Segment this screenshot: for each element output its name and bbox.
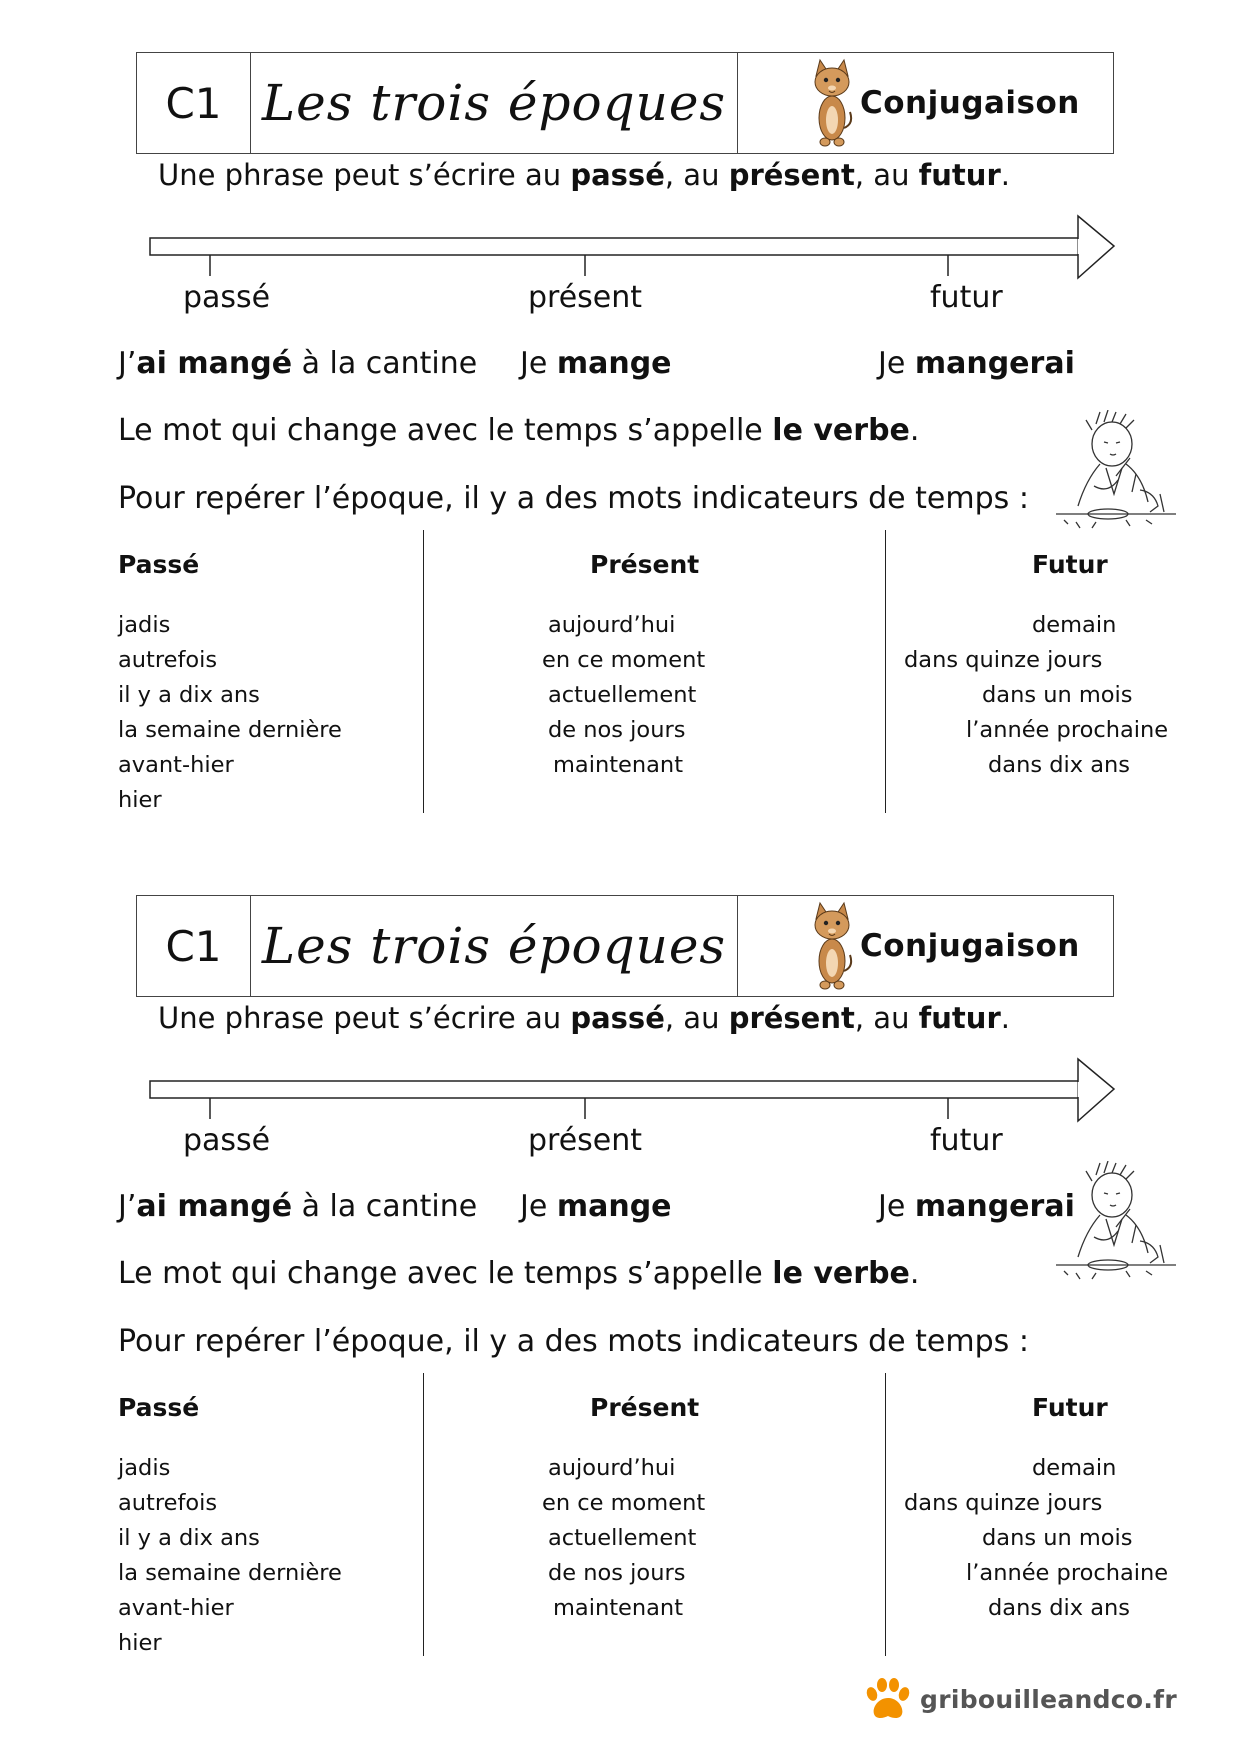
example-present (520, 1189, 672, 1224)
timeline-label-future: futur (930, 280, 1003, 315)
lesson-title: Les trois époques (251, 53, 738, 153)
subject-label: Conjugaison (860, 928, 1080, 964)
example-past (118, 1189, 477, 1224)
example-verb: mangerai (914, 1189, 1075, 1224)
intro-sep: , au (664, 158, 729, 192)
column-title-future: Futur (1032, 550, 1108, 579)
timeline-arrow (148, 1053, 1118, 1133)
list-item: de nos jours (548, 717, 686, 743)
list-item: de nos jours (548, 1560, 686, 1586)
boy-eating-icon (1056, 1161, 1176, 1283)
list-item: aujourd’hui (548, 612, 676, 638)
column-title-present: Présent (590, 1393, 700, 1422)
timeline-label-past: passé (183, 1123, 271, 1158)
list-item: aujourd’hui (548, 1455, 676, 1481)
intro-sep: , au (664, 1001, 729, 1035)
list-item: la semaine dernière (118, 1560, 342, 1586)
lesson-subject (738, 896, 1113, 996)
example-future (878, 1189, 1075, 1224)
timeline-label-past: passé (183, 280, 271, 315)
list-item: il y a dix ans (118, 1525, 260, 1551)
intro-future: futur (918, 158, 1001, 192)
example-prefix: Je (520, 346, 557, 381)
list-item: actuellement (548, 682, 697, 708)
example-prefix: Je (520, 1189, 557, 1224)
subject-label: Conjugaison (860, 85, 1080, 121)
verb-definition-text: Le mot qui change avec le temps s’appelle (118, 1256, 773, 1291)
list-item: en ce moment (542, 1490, 706, 1516)
verb-definition-bold: le verbe (772, 1256, 910, 1291)
verb-definition (118, 1256, 919, 1291)
example-suffix: à la cantine (292, 346, 478, 381)
lesson-header (136, 895, 1114, 997)
intro-part: Une phrase peut s’écrire au (158, 1001, 571, 1035)
list-item: actuellement (548, 1525, 697, 1551)
column-divider (885, 1373, 886, 1656)
lesson-code: C1 (137, 896, 251, 996)
list-item: autrefois (118, 1490, 218, 1516)
lesson-header (136, 52, 1114, 154)
intro-end: . (1000, 158, 1010, 192)
intro-sep: , au (854, 158, 919, 192)
list-item: dans dix ans (988, 1595, 1130, 1621)
list-item: maintenant (553, 1595, 684, 1621)
intro-part: Une phrase peut s’écrire au (158, 158, 571, 192)
column-divider (885, 530, 886, 813)
intro-future: futur (918, 1001, 1001, 1035)
cat-mascot-icon (810, 901, 854, 991)
example-present (520, 346, 672, 381)
list-item: la semaine dernière (118, 717, 342, 743)
example-past (118, 346, 477, 381)
cat-mascot-icon (810, 58, 854, 148)
example-prefix: J’ (118, 1189, 137, 1224)
lesson-subject (738, 53, 1113, 153)
intro-past: passé (570, 1001, 665, 1035)
future-indicators-list (900, 1451, 1168, 1626)
intro-past: passé (570, 158, 665, 192)
lesson-card-bottom (0, 843, 1241, 1663)
indicators-sentence: Pour repérer l’époque, il y a des mots indicateurs de temps : (118, 481, 1029, 516)
present-indicators-list (540, 1451, 705, 1626)
list-item: avant-hier (118, 1595, 234, 1621)
example-prefix: J’ (118, 346, 137, 381)
list-item: dans un mois (982, 682, 1133, 708)
verb-definition-end: . (909, 1256, 920, 1291)
timeline-label-present: présent (528, 1123, 643, 1158)
example-verb: ai mangé (136, 346, 293, 381)
example-prefix: Je (878, 1189, 915, 1224)
example-verb: mangerai (914, 346, 1075, 381)
column-divider (423, 530, 424, 813)
list-item: maintenant (553, 752, 684, 778)
column-title-past: Passé (118, 550, 200, 579)
timeline-arrow (148, 210, 1118, 290)
list-item: avant-hier (118, 752, 234, 778)
intro-sentence (158, 1001, 1010, 1035)
present-indicators-list (540, 608, 705, 783)
verb-definition-bold: le verbe (772, 413, 910, 448)
example-verb: mange (556, 346, 672, 381)
list-item: hier (118, 1630, 162, 1656)
lesson-code: C1 (137, 53, 251, 153)
example-verb: ai mangé (136, 1189, 293, 1224)
intro-present: présent (728, 158, 855, 192)
verb-definition-end: . (909, 413, 920, 448)
list-item: autrefois (118, 647, 218, 673)
list-item: jadis (118, 612, 171, 638)
list-item: dans dix ans (988, 752, 1130, 778)
boy-eating-icon (1056, 410, 1176, 532)
verb-definition (118, 413, 919, 448)
example-prefix: Je (878, 346, 915, 381)
indicators-sentence: Pour repérer l’époque, il y a des mots indicateurs de temps : (118, 1324, 1029, 1359)
list-item: dans quinze jours (904, 647, 1103, 673)
column-title-future: Futur (1032, 1393, 1108, 1422)
column-title-past: Passé (118, 1393, 200, 1422)
lesson-card-top (0, 0, 1241, 820)
list-item: hier (118, 787, 162, 813)
past-indicators-list (118, 608, 342, 818)
site-name: gribouilleandco.fr (920, 1684, 1177, 1714)
intro-sentence (158, 158, 1010, 192)
paw-icon (862, 1676, 912, 1722)
intro-present: présent (728, 1001, 855, 1035)
timeline-label-present: présent (528, 280, 643, 315)
lesson-title: Les trois époques (251, 896, 738, 996)
list-item: il y a dix ans (118, 682, 260, 708)
list-item: demain (1032, 612, 1117, 638)
intro-sep: , au (854, 1001, 919, 1035)
site-footer (862, 1676, 1177, 1722)
intro-end: . (1000, 1001, 1010, 1035)
example-suffix: à la cantine (292, 1189, 478, 1224)
list-item: demain (1032, 1455, 1117, 1481)
list-item: dans un mois (982, 1525, 1133, 1551)
timeline-label-future: futur (930, 1123, 1003, 1158)
future-indicators-list (900, 608, 1168, 783)
column-divider (423, 1373, 424, 1656)
example-future (878, 346, 1075, 381)
list-item: jadis (118, 1455, 171, 1481)
column-title-present: Présent (590, 550, 700, 579)
verb-definition-text: Le mot qui change avec le temps s’appelle (118, 413, 773, 448)
list-item: l’année prochaine (966, 717, 1169, 743)
example-verb: mange (556, 1189, 672, 1224)
list-item: l’année prochaine (966, 1560, 1169, 1586)
list-item: dans quinze jours (904, 1490, 1103, 1516)
past-indicators-list (118, 1451, 342, 1661)
list-item: en ce moment (542, 647, 706, 673)
